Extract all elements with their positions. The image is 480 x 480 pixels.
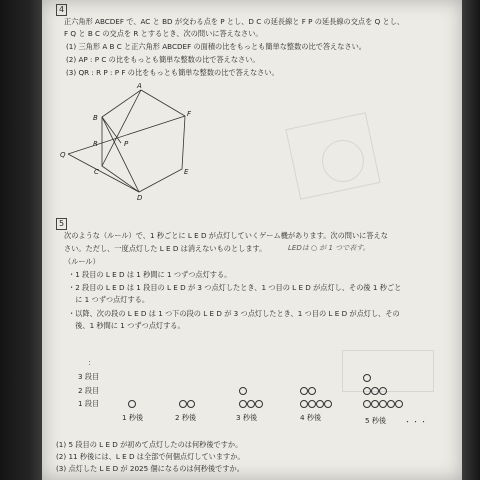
led: [255, 400, 263, 408]
question-4-item-2: (2) AP : P C の比をもっとも簡単な整数の比で答えなさい。: [66, 55, 260, 64]
time-label-1: 1 秒後: [122, 413, 144, 422]
question-4-item-3: (3) QR : R P : P F の比をもっとも簡単な整数の比で答えなさい。: [66, 68, 279, 77]
worksheet-page: [42, 0, 462, 480]
rule-line-5: 後、1 秒間に 1 つずつ点灯する。: [68, 321, 185, 330]
rule-line-2: ・2 段目の L E D は 1 段目の L E D が 3 つ点灯したとき、1 つ目の L E D が点灯し、その後 1 秒ごと: [68, 283, 402, 292]
led: [363, 374, 371, 382]
led: [179, 400, 187, 408]
vertex-label-f: F: [187, 110, 192, 118]
led: [128, 400, 136, 408]
led: [387, 400, 395, 408]
background-left: [0, 0, 42, 480]
led: [308, 400, 316, 408]
ellipsis: ・・・: [404, 418, 428, 426]
row-label-3: 3 段目: [78, 372, 100, 381]
time-label-4: 4 秒後: [300, 413, 322, 422]
rule-line-3: に 1 つずつ点灯する。: [68, 295, 150, 304]
point-label-p: P: [124, 140, 129, 148]
vertex-label-a: A: [137, 82, 142, 90]
led: [239, 387, 247, 395]
led: [324, 400, 332, 408]
point-label-r: R: [93, 140, 98, 148]
question-4-statement-cont: F Q と B C の交点を R とするとき、次の問いに答えなさい。: [64, 29, 263, 38]
question-5-intro: 次のような（ルール）で、1 秒ごとに L E D が点灯していくゲーム機があります。次の問いに答えな: [64, 231, 388, 240]
handwritten-note: LEDは ○ が 1 つで表す。: [288, 244, 370, 252]
led: [395, 400, 403, 408]
led: [379, 400, 387, 408]
led: [247, 400, 255, 408]
vertex-label-d: D: [137, 194, 143, 202]
segment-bp: [102, 117, 121, 143]
time-label-5: 5 秒後: [365, 416, 387, 425]
led: [371, 387, 379, 395]
rule-line-4: ・以降、次の段の L E D は 1 つ下の段の L E D が 3 つ点灯したとき、1 つ目の L E D が点灯し、その: [68, 309, 400, 318]
led: [239, 400, 247, 408]
led: [187, 400, 195, 408]
led: [363, 400, 371, 408]
question-5-item-3: (3) 点灯した L E D が 2025 個になるのは何秒後ですか。: [56, 464, 244, 473]
led: [300, 387, 308, 395]
question-4-item-1: (1) 三角形 A B C と正六角形 ABCDEF の面積の比をもっとも簡単な整数の比で答えなさい。: [66, 42, 366, 51]
vertical-dots: ：: [88, 358, 96, 367]
led: [379, 387, 387, 395]
row-label-1: 1 段目: [78, 399, 100, 408]
bleed-through-figure: [322, 140, 364, 182]
led: [300, 400, 308, 408]
point-label-q: Q: [60, 151, 66, 159]
segment-qf: [68, 116, 185, 154]
question-5-intro-cont: さい。ただし、一度点灯した L E D は消えないものとします。: [64, 244, 267, 253]
segment-qd: [68, 154, 139, 192]
led: [371, 400, 379, 408]
time-label-2: 2 秒後: [175, 413, 197, 422]
question-5-item-1: (1) 5 段目の L E D が初めて点灯したのは何秒後ですか。: [56, 440, 243, 449]
question-5-item-2: (2) 11 秒後には、L E D は全部で何個点灯していますか。: [56, 452, 245, 461]
led: [316, 400, 324, 408]
vertex-label-b: B: [93, 114, 98, 122]
background-right: [462, 0, 480, 480]
time-label-3: 3 秒後: [236, 413, 258, 422]
bleed-through-box: [342, 350, 434, 392]
row-label-2: 2 段目: [78, 386, 100, 395]
question-5-number: 5: [56, 218, 67, 230]
rule-heading: （ルール）: [64, 257, 100, 266]
question-4-number: 4: [56, 4, 67, 16]
led: [308, 387, 316, 395]
led: [363, 387, 371, 395]
vertex-label-e: E: [184, 168, 189, 176]
question-4-statement: 正六角形 ABCDEF で、AC と BD が交わる点を P とし、D C の延長線と F P の延長線の交点を Q とし、: [64, 17, 405, 26]
rule-line-1: ・1 段目の L E D は 1 秒間に 1 つずつ点灯する。: [68, 270, 232, 279]
hexagon-figure: [60, 78, 230, 203]
vertex-label-c: C: [94, 168, 99, 176]
